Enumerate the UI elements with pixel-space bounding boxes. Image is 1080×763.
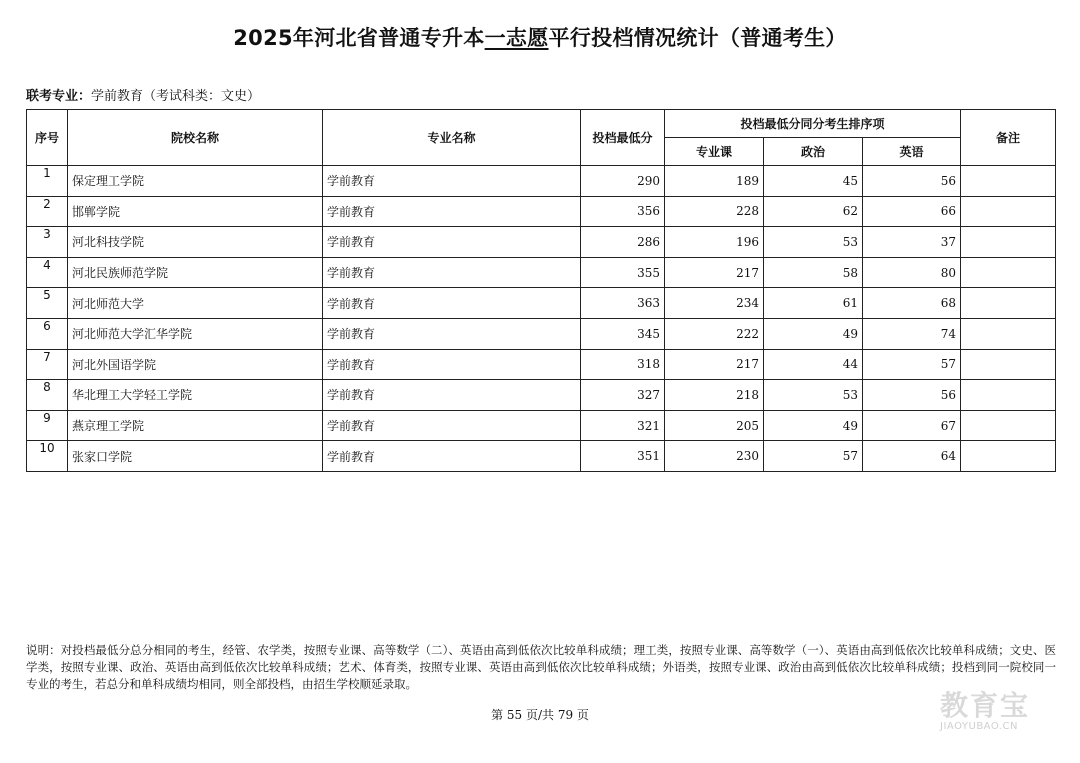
major-label: 联考专业： [26, 89, 92, 104]
cell-min-score: 351 [581, 441, 665, 472]
cell-sub1: 230 [665, 441, 764, 472]
cell-major: 学前教育 [323, 410, 581, 441]
admission-table [26, 109, 1056, 472]
cell-school: 河北科技学院 [68, 227, 323, 258]
cell-sub2: 45 [764, 166, 863, 197]
cell-sub1: 205 [665, 410, 764, 441]
title-suffix: 平行投档情况统计（普通考生） [548, 26, 847, 50]
cell-remark [961, 410, 1056, 441]
cell-sub3: 68 [863, 288, 961, 319]
cell-seq: 7 [27, 349, 68, 380]
watermark-logo [940, 684, 1060, 744]
cell-remark [961, 349, 1056, 380]
table-row [27, 441, 1056, 472]
cell-sub1: 217 [665, 349, 764, 380]
cell-sub2: 44 [764, 349, 863, 380]
cell-min-score: 327 [581, 380, 665, 411]
table-row [27, 196, 1056, 227]
header-sub3: 英语 [863, 138, 961, 166]
header-tiebreak-group: 投档最低分同分考生排序项 [665, 110, 961, 138]
page-footer: 第 55 页/共 79 页 [491, 708, 589, 722]
cell-remark [961, 166, 1056, 197]
title-prefix: 2025年河北省普通专升本 [233, 26, 485, 50]
header-seq: 序号 [27, 110, 68, 166]
cell-sub2: 53 [764, 380, 863, 411]
watermark-cn: 教育宝 [940, 689, 1031, 722]
cell-remark [961, 441, 1056, 472]
cell-sub1: 218 [665, 380, 764, 411]
cell-sub1: 222 [665, 318, 764, 349]
table-body [27, 166, 1056, 472]
cell-major: 学前教育 [323, 349, 581, 380]
cell-major: 学前教育 [323, 441, 581, 472]
cell-sub1: 234 [665, 288, 764, 319]
cell-sub3: 74 [863, 318, 961, 349]
cell-min-score: 286 [581, 227, 665, 258]
cell-school: 河北外国语学院 [68, 349, 323, 380]
title-underlined: 一志愿 [484, 26, 549, 50]
cell-seq: 3 [27, 227, 68, 258]
cell-sub3: 37 [863, 227, 961, 258]
document-title [0, 22, 1080, 52]
header-remark: 备注 [961, 110, 1056, 166]
header-school: 院校名称 [68, 110, 323, 166]
cell-sub3: 67 [863, 410, 961, 441]
cell-min-score: 290 [581, 166, 665, 197]
cell-remark [961, 380, 1056, 411]
cell-min-score: 318 [581, 349, 665, 380]
table-row [27, 257, 1056, 288]
cell-seq: 1 [27, 166, 68, 197]
major-value: 学前教育（考试科类：文史） [91, 89, 261, 104]
table-row [27, 288, 1056, 319]
header-sub1: 专业课 [665, 138, 764, 166]
cell-major: 学前教育 [323, 318, 581, 349]
cell-sub2: 62 [764, 196, 863, 227]
cell-min-score: 355 [581, 257, 665, 288]
cell-school: 华北理工大学轻工学院 [68, 380, 323, 411]
cell-sub3: 56 [863, 166, 961, 197]
cell-sub2: 53 [764, 227, 863, 258]
cell-sub2: 58 [764, 257, 863, 288]
cell-remark [961, 196, 1056, 227]
cell-sub3: 56 [863, 380, 961, 411]
table-row [27, 349, 1056, 380]
cell-major: 学前教育 [323, 288, 581, 319]
cell-min-score: 345 [581, 318, 665, 349]
cell-seq: 6 [27, 318, 68, 349]
cell-major: 学前教育 [323, 196, 581, 227]
watermark-en: JIAOYUBAO.CN [940, 721, 1018, 732]
cell-remark [961, 257, 1056, 288]
header-min-score: 投档最低分 [581, 110, 665, 166]
cell-school: 邯郸学院 [68, 196, 323, 227]
cell-sub2: 61 [764, 288, 863, 319]
cell-seq: 2 [27, 196, 68, 227]
cell-min-score: 321 [581, 410, 665, 441]
table-row [27, 227, 1056, 258]
cell-school: 燕京理工学院 [68, 410, 323, 441]
cell-seq: 4 [27, 257, 68, 288]
cell-sub1: 189 [665, 166, 764, 197]
cell-school: 保定理工学院 [68, 166, 323, 197]
header-major: 专业名称 [323, 110, 581, 166]
cell-major: 学前教育 [323, 227, 581, 258]
cell-sub2: 57 [764, 441, 863, 472]
table-row [27, 166, 1056, 197]
cell-seq: 8 [27, 380, 68, 411]
cell-school: 河北师范大学 [68, 288, 323, 319]
cell-sub1: 196 [665, 227, 764, 258]
table-row [27, 318, 1056, 349]
cell-school: 河北师范大学汇华学院 [68, 318, 323, 349]
cell-sub3: 64 [863, 441, 961, 472]
cell-major: 学前教育 [323, 380, 581, 411]
explanation-note: 说明：对投档最低分总分相同的考生，经管、农学类，按照专业课、高等数学（二）、英语由高到低依次比较单科成绩；理工类，按照专业课、高等数学（一）、英语由高到低依次比较单科成绩；文史、医学类，按照专业课、政治、英语由高到低依次比较单科成绩；艺术、体育类，按照专业课、英语由高到低依次比较单科成绩；外语类，按照专业课、政治由高到低依次比较单科成绩；投档到同一院校同一专业的考生，若总分和单科成绩均相同，则全部投档，由招生学校顺延录取。 [26, 643, 1056, 691]
cell-sub1: 228 [665, 196, 764, 227]
cell-sub3: 66 [863, 196, 961, 227]
cell-school: 张家口学院 [68, 441, 323, 472]
cell-major: 学前教育 [323, 257, 581, 288]
major-line [26, 85, 260, 104]
cell-remark [961, 318, 1056, 349]
cell-sub3: 57 [863, 349, 961, 380]
header-sub2: 政治 [764, 138, 863, 166]
cell-major: 学前教育 [323, 166, 581, 197]
cell-sub3: 80 [863, 257, 961, 288]
cell-sub2: 49 [764, 410, 863, 441]
cell-remark [961, 227, 1056, 258]
cell-seq: 9 [27, 410, 68, 441]
cell-min-score: 363 [581, 288, 665, 319]
cell-seq: 5 [27, 288, 68, 319]
table-row [27, 410, 1056, 441]
cell-sub1: 217 [665, 257, 764, 288]
cell-remark [961, 288, 1056, 319]
cell-school: 河北民族师范学院 [68, 257, 323, 288]
cell-seq: 10 [27, 441, 68, 472]
cell-sub2: 49 [764, 318, 863, 349]
table-row [27, 380, 1056, 411]
cell-min-score: 356 [581, 196, 665, 227]
